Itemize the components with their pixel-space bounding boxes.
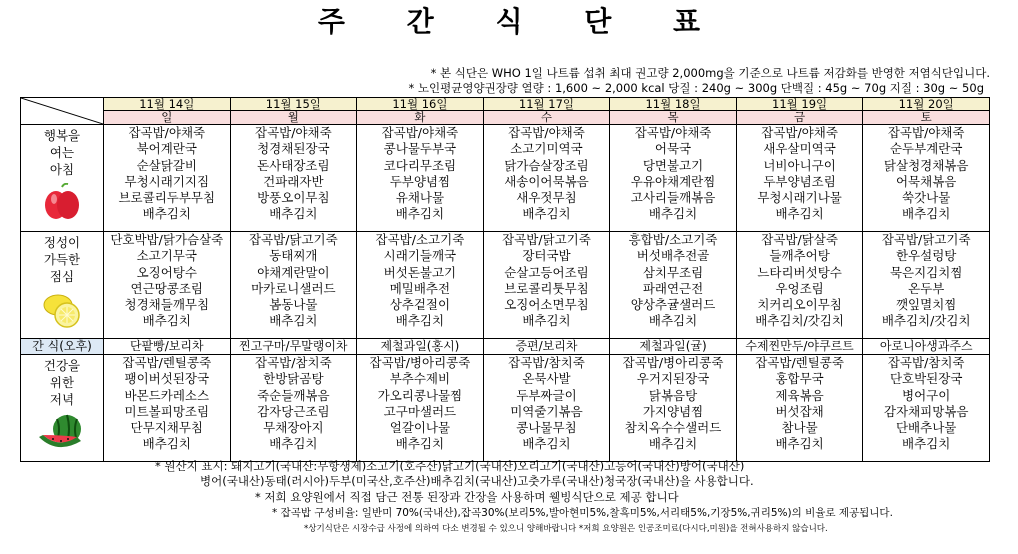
- dinner-menu-cell: [736, 355, 863, 462]
- menu-item: 연근땅콩조림: [130, 280, 203, 296]
- menu-item: 참나물: [781, 420, 818, 436]
- menu-item: 순살닭갈비: [136, 157, 197, 173]
- menu-item: 잡곡밥/야채죽: [128, 125, 206, 140]
- menu-item: 배추김치: [902, 206, 951, 222]
- menu-item: 팽이버섯된장국: [124, 371, 210, 387]
- menu-item: 고구마샐러드: [383, 403, 457, 419]
- menu-item: 잡곡밥/닭고기죽: [248, 232, 338, 247]
- breakfast-menu-cell: [357, 125, 484, 232]
- menu-item: 참치옥수수샐러드: [624, 420, 722, 436]
- menu-item: 무채장아지: [263, 420, 324, 436]
- date-cell: 11월 19일: [736, 98, 863, 111]
- menu-item: 양상추귤샐러드: [630, 297, 716, 313]
- breakfast-menu-cell: [736, 125, 863, 232]
- menu-item: 배추김치: [395, 206, 445, 222]
- snack-label: 간 식(오후): [21, 339, 104, 355]
- menu-item: 단호박된장국: [889, 371, 963, 387]
- menu-item: 무청시래기나물: [757, 190, 842, 206]
- menu-item: 닭볶음탕: [648, 387, 698, 403]
- menu-item: 북어계란국: [136, 141, 197, 157]
- menu-item: 어묵국: [654, 141, 692, 157]
- weekday-cell: 목: [610, 111, 737, 125]
- breakfast-menu-cell: [230, 125, 357, 232]
- menu-item: 닭가슴살장조림: [504, 157, 589, 173]
- menu-item: 브로콜리툿무침: [504, 280, 589, 296]
- menu-item: 배추김치/갓김치: [755, 313, 844, 329]
- lunch-menu-cell: [230, 232, 357, 339]
- breakfast-menu-cell: [863, 125, 990, 232]
- weekday-cell: 월: [230, 111, 357, 125]
- date-cell: 11월 20일: [863, 98, 990, 111]
- menu-item: 오징어소면무침: [504, 297, 589, 313]
- menu-item: 방풍오이무침: [257, 190, 330, 206]
- menu-item: 순살고등어조림: [504, 264, 589, 280]
- menu-item: 느타리버섯탕수: [757, 264, 842, 280]
- menu-item: 상추겉절이: [389, 297, 451, 313]
- menu-item: 들깨추어탕: [769, 248, 830, 264]
- menu-item: 온두부: [908, 280, 945, 296]
- menu-item: 잡곡밥/야채죽: [255, 125, 332, 140]
- menu-item: 배추김치: [902, 436, 951, 452]
- menu-item: 우거지된장국: [636, 371, 710, 387]
- menu-item: 미역줄기볶음: [510, 403, 583, 419]
- dinner-label: 건강을 위한 저녁: [21, 355, 104, 462]
- weekly-menu-table: [20, 97, 990, 462]
- menu-item: 잡곡밥/닭고기죽: [502, 232, 591, 247]
- menu-item: 잡곡밥/야채죽: [508, 125, 585, 140]
- menu-item: 동태찌개: [269, 248, 318, 264]
- menu-item: 야채계란말이: [257, 264, 330, 280]
- breakfast-menu-cell: [483, 125, 610, 232]
- menu-item: 묵은지김치찜: [889, 264, 963, 280]
- menu-item: 잡곡밥/참치죽: [255, 355, 332, 370]
- date-cell: 11월 16일: [357, 98, 484, 111]
- menu-item: 두부짜글이: [516, 387, 577, 403]
- snack-cell: 제철과일(귤): [610, 339, 737, 355]
- menu-item: 시래기들깨국: [383, 248, 457, 264]
- menu-item: 메밀배추전: [389, 280, 451, 296]
- menu-item: 마카로니샐러드: [251, 280, 336, 296]
- menu-item: 배추김치: [269, 436, 318, 452]
- snack-cell: 수제찐만두/야쿠르트: [736, 339, 863, 355]
- menu-item: 배추김치/갓김치: [881, 313, 971, 329]
- menu-item: 죽순들깨볶음: [257, 387, 330, 403]
- weekday-cell: 화: [357, 111, 484, 125]
- snack-cell: 단팥빵/보리차: [104, 339, 231, 355]
- menu-item: 오징어탕수: [136, 264, 197, 280]
- menu-item: 배추김치: [269, 206, 318, 222]
- menu-item: 잡곡밥/참치죽: [508, 355, 585, 370]
- dinner-menu-cell: [104, 355, 231, 462]
- lunch-menu-cell: [104, 232, 231, 339]
- dinner-row: [21, 355, 990, 462]
- lunch-row: [21, 232, 990, 339]
- menu-item: 제육볶음: [775, 387, 824, 403]
- menu-item: 콩나물무침: [516, 420, 577, 436]
- menu-item: 배추김치: [775, 206, 824, 222]
- snack-cell: 제철과일(홍시): [357, 339, 484, 355]
- menu-item: 배추김치: [395, 436, 445, 452]
- menu-item: 잡곡밥/렌틸콩죽: [755, 355, 844, 370]
- menu-item: 잡곡밥/병아리콩죽: [622, 355, 724, 370]
- breakfast-label: 행복을 여는 아침: [21, 125, 104, 232]
- menu-item: 감자채피망볶음: [883, 403, 969, 419]
- menu-item: 새송이어묵볶음: [504, 173, 589, 189]
- menu-item: 버섯돈불고기: [383, 264, 457, 280]
- sauce-note: * 저희 요양원에서 직접 담근 전통 된장과 간장을 사용하며 웰빙식단으로 제공 합니다: [255, 490, 679, 504]
- lunch-menu-cell: [863, 232, 990, 339]
- menu-item: 홍합무국: [775, 371, 824, 387]
- menu-item: 잡곡밥/참치죽: [887, 355, 965, 370]
- menu-item: 배추김치: [142, 436, 191, 452]
- menu-item: 얼갈이나물: [389, 420, 451, 436]
- menu-item: 감자당근조림: [257, 403, 330, 419]
- date-cell: 11월 15일: [230, 98, 357, 111]
- snack-cell: 아로니아생과주스: [863, 339, 990, 355]
- weekday-cell: 토: [863, 111, 990, 125]
- lunch-menu-cell: [357, 232, 484, 339]
- menu-item: 단무지채무침: [130, 420, 203, 436]
- origin-note-cont: 병어(국내산)동태(러시아)두부(미국산,호주산)배추김치(국내산)고춧가루(국내산)청국장(국내산)을 사용합니다.: [200, 474, 754, 488]
- menu-item: 배추김치: [648, 436, 698, 452]
- page-title: 주 간 식 단 표: [317, 5, 727, 38]
- menu-item: 브로콜리두부무침: [118, 190, 216, 206]
- menu-item: 소고기미역국: [510, 141, 583, 157]
- menu-item: 잡곡밥/야채죽: [887, 125, 965, 140]
- snack-cell: 증편/보리차: [483, 339, 610, 355]
- menu-item: 배추김치: [395, 313, 445, 329]
- menu-item: 한우설렁탕: [895, 248, 957, 264]
- menu-item: 청경채된장국: [257, 141, 330, 157]
- menu-item: 잡곡밥/닭살죽: [761, 232, 838, 247]
- menu-item: 배추김치: [142, 313, 191, 329]
- menu-item: 두부양념찜: [389, 173, 451, 189]
- menu-item: 잡곡밥/닭고기죽: [881, 232, 971, 247]
- dinner-menu-cell: [610, 355, 737, 462]
- menu-item: 가오리콩나물찜: [377, 387, 463, 403]
- menu-item: 잡곡밥/병아리콩죽: [369, 355, 471, 370]
- weekday-cell: 금: [736, 111, 863, 125]
- menu-item: 파래연근전: [642, 280, 704, 296]
- menu-item: 치커리오이무침: [757, 297, 842, 313]
- menu-item: 흥합밥/소고기죽: [628, 232, 718, 247]
- dinner-menu-cell: [863, 355, 990, 462]
- dinner-menu-cell: [230, 355, 357, 462]
- menu-item: 삼치무조림: [642, 264, 704, 280]
- menu-item: 배추김치: [648, 313, 698, 329]
- menu-item: 쑥갓나물: [902, 190, 951, 206]
- menu-item: 한방닭곰탕: [263, 371, 324, 387]
- menu-item: 닭살청경채볶음: [883, 157, 969, 173]
- breakfast-menu-cell: [610, 125, 737, 232]
- menu-item: 순두부계란국: [889, 141, 963, 157]
- menu-item: 돈사태장조림: [257, 157, 330, 173]
- date-cell: 11월 14일: [104, 98, 231, 111]
- menu-item: 어묵채볶음: [895, 173, 957, 189]
- menu-item: 배추김치: [775, 436, 824, 452]
- menu-item: 배추김치: [142, 206, 191, 222]
- menu-item: 잡곡밥/야채죽: [634, 125, 712, 140]
- menu-item: 우유야채계란찜: [630, 173, 716, 189]
- menu-item: 봄동나물: [269, 297, 318, 313]
- date-cell: 11월 17일: [483, 98, 610, 111]
- menu-item: 잡곡밥/소고기죽: [375, 232, 465, 247]
- menu-item: 가지양념찜: [642, 403, 704, 419]
- menu-item: 배추김치: [522, 313, 571, 329]
- menu-item: 배추김치: [648, 206, 698, 222]
- menu-item: 버섯잡채: [775, 403, 824, 419]
- weekday-cell: 수: [483, 111, 610, 125]
- menu-item: 두부양념조림: [763, 173, 836, 189]
- menu-item: 배추김치: [522, 436, 571, 452]
- menu-item: 배추김치: [269, 313, 318, 329]
- dinner-menu-cell: [483, 355, 610, 462]
- watermelon-icon: [37, 411, 87, 453]
- menu-item: 장터국밥: [522, 248, 571, 264]
- lunch-label: 정성이 가득한 점심: [21, 232, 104, 339]
- snack-cell: 찐고구마/무말랭이차: [230, 339, 357, 355]
- header-corner: [21, 98, 104, 125]
- menu-item: 깻잎멸치찜: [895, 297, 957, 313]
- lunch-menu-cell: [736, 232, 863, 339]
- menu-item: 단배추나물: [895, 420, 957, 436]
- menu-item: 건파래자반: [263, 173, 324, 189]
- breakfast-menu-cell: [104, 125, 231, 232]
- menu-item: 너비아니구이: [763, 157, 836, 173]
- dinner-menu-cell: [357, 355, 484, 462]
- lunch-menu-cell: [483, 232, 610, 339]
- menu-item: 온묵사발: [522, 371, 571, 387]
- menu-item: 미트볼피망조림: [124, 403, 210, 419]
- menu-item: 콩나물두부국: [383, 141, 457, 157]
- grain-ratio-note: * 잡곡밥 구성비율: 일반미 70%(국내산),잡곡30%(보리5%,발아현미5%,찰흑미5%,서리태5%,기장5%,귀리5%)의 비율로 제공됩니다.: [272, 507, 893, 519]
- apple-icon: [44, 183, 80, 221]
- menu-item: 유채나물: [395, 190, 445, 206]
- menu-item: 버섯배추전골: [636, 248, 710, 264]
- date-cell: 11월 18일: [610, 98, 737, 111]
- menu-item: 배추김치: [522, 206, 571, 222]
- menu-item: 병어구이: [902, 387, 951, 403]
- menu-item: 우엉조림: [775, 280, 824, 296]
- menu-item: 소고기무국: [136, 248, 197, 264]
- nutrition-note: * 노인평균영양권장량 열량 : 1,600 ~ 2,000 kcal 당질 : 240g ~ 300g 단백질 : 45g ~ 70g 지질 : 30g ~ 50g: [408, 81, 984, 95]
- menu-item: 잡곡밥/렌틸콩죽: [122, 355, 212, 370]
- menu-item: 새우젓무침: [516, 190, 577, 206]
- menu-item: 당면불고기: [642, 157, 704, 173]
- weekday-cell: 일: [104, 111, 231, 125]
- menu-item: 단호박밥/닭가슴살죽: [110, 232, 224, 247]
- menu-item: 청경채들깨무침: [124, 297, 210, 313]
- menu-item: 코다리무조림: [383, 157, 457, 173]
- menu-item: 새우살미역국: [763, 141, 836, 157]
- menu-item: 부추수제비: [389, 371, 451, 387]
- menu-item: 잡곡밥/야채죽: [381, 125, 459, 140]
- sodium-note: * 본 식단은 WHO 1일 나트륨 섭취 최대 권고량 2,000mg을 기준으로 나트륨 저감화를 반영한 저염식단입니다.: [430, 66, 990, 80]
- snack-row: [21, 339, 990, 355]
- lemon-icon: [41, 288, 83, 330]
- origin-note: * 원산지 표시: 돼지고기(국내산:무항생제)소고기(호주산)닭고기(국내산)오리고기(국내산)고등어(국내산)방어(국내산): [155, 459, 745, 473]
- change-notice: *상기식단은 시장수급 사정에 의하여 다소 변경될 수 있으니 양해바랍니다 *저희 요양원은 인공조미료(다시다,미원)을 전혀사용하지 않습니다.: [304, 524, 828, 534]
- lunch-menu-cell: [610, 232, 737, 339]
- breakfast-row: [21, 125, 990, 232]
- menu-item: 바몬드카레소스: [124, 387, 210, 403]
- menu-item: 잡곡밥/야채죽: [761, 125, 838, 140]
- menu-item: 고사리들깨볶음: [630, 190, 716, 206]
- menu-item: 무청시래기지짐: [124, 173, 210, 189]
